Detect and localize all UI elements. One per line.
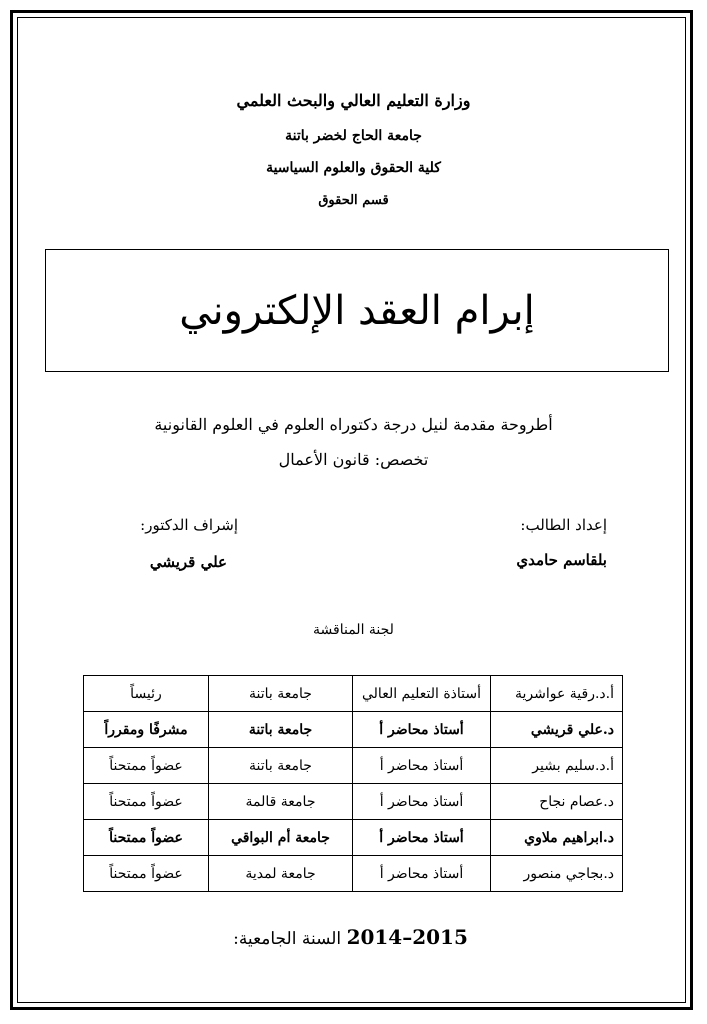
thesis-subtitle: أطروحة مقدمة لنيل درجة دكتوراه العلوم في العلوم القانونية (154, 415, 553, 434)
table-row (84, 676, 623, 712)
member-rank: أستاذ محاضر أ (353, 712, 491, 748)
member-name: د.عصام نجاح (491, 784, 623, 820)
member-university: جامعة لمدية (209, 856, 353, 892)
committee-table (83, 675, 623, 892)
member-name: د.علي قريشي (491, 712, 623, 748)
member-name: أ.د.رقية عواشرية (491, 676, 623, 712)
ministry-heading: وزارة التعليم العالي والبحث العلمي (236, 91, 471, 110)
member-role: عضواً ممتحناً (84, 820, 209, 856)
table-row (84, 784, 623, 820)
academic-year-value: 2014–2015 (346, 925, 468, 949)
member-university: جامعة باتنة (209, 748, 353, 784)
member-role: عضواً ممتحناً (84, 748, 209, 784)
member-rank: أستاذ محاضر أ (353, 784, 491, 820)
table-row (84, 748, 623, 784)
supervisor-name: علي قريشي (149, 553, 227, 571)
member-university: جامعة أم البواقي (209, 820, 353, 856)
committee-title: لجنة المناقشة (313, 622, 394, 638)
member-rank: أستاذ محاضر أ (353, 748, 491, 784)
member-rank: أستاذة التعليم العالي (353, 676, 491, 712)
student-name: بلقاسم حامدي (516, 551, 607, 569)
faculty-heading: كلية الحقوق والعلوم السياسية (266, 160, 441, 176)
thesis-title: إبرام العقد الإلكتروني (179, 287, 535, 334)
academic-year (0, 925, 707, 949)
member-role: عضواً ممتحناً (84, 856, 209, 892)
table-row (84, 712, 623, 748)
member-role: عضواً ممتحناً (84, 784, 209, 820)
member-name: د.ابراهيم ملاوي (491, 820, 623, 856)
member-university: جامعة قالمة (209, 784, 353, 820)
member-role: مشرفًا ومقرراً (84, 712, 209, 748)
table-row (84, 820, 623, 856)
specialization: تخصص: قانون الأعمال (278, 450, 429, 469)
thesis-title-box (45, 249, 669, 372)
member-name: أ.د.سليم بشير (491, 748, 623, 784)
supervisor-label: إشراف الدكتور: (140, 516, 238, 534)
member-rank: أستاذ محاضر أ (353, 820, 491, 856)
member-name: د.بجاجي منصور (491, 856, 623, 892)
department-heading: قسم الحقوق (318, 193, 389, 208)
table-row (84, 856, 623, 892)
member-role: رئيساً (84, 676, 209, 712)
prepared-by-label: إعداد الطالب: (520, 516, 607, 534)
university-heading: جامعة الحاج لخضر باتنة (285, 128, 422, 144)
member-rank: أستاذ محاضر أ (353, 856, 491, 892)
academic-year-label: السنة الجامعية: (233, 929, 342, 949)
member-university: جامعة باتنة (209, 712, 353, 748)
member-university: جامعة باتنة (209, 676, 353, 712)
